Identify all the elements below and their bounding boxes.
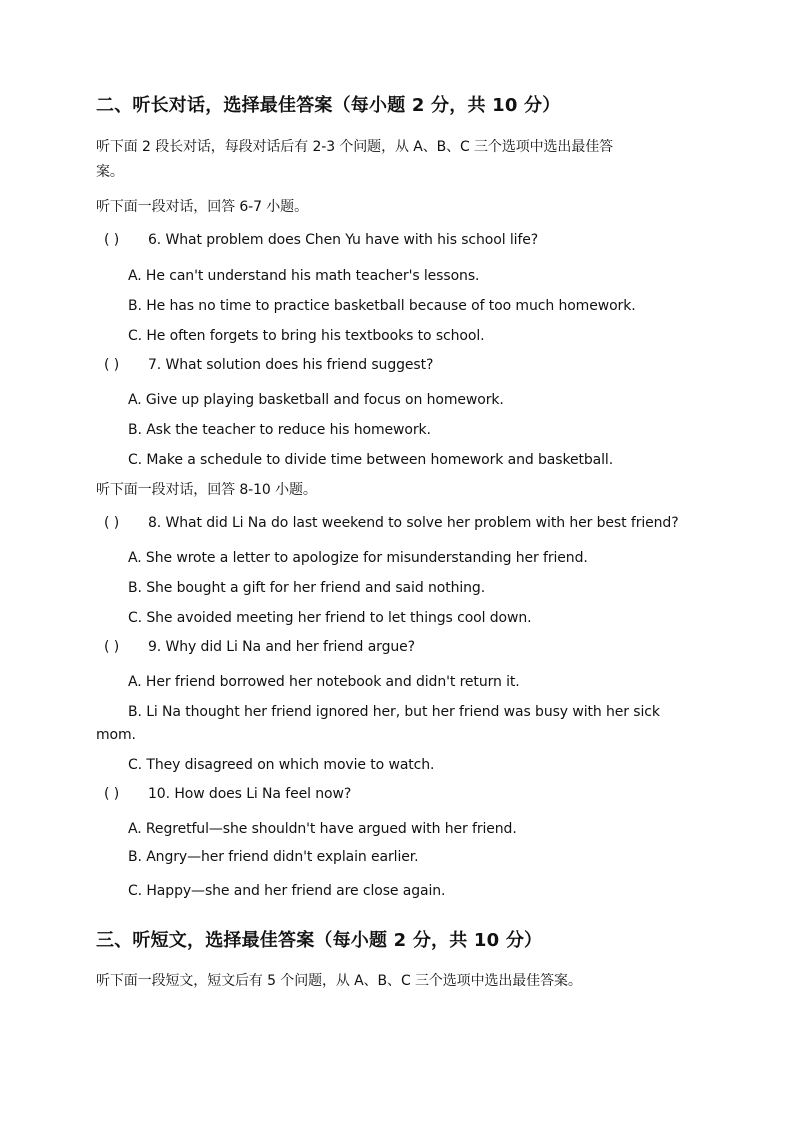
answer-blank[interactable]: ( ) (104, 639, 120, 655)
option-8c: C. She avoided meeting her friend to let things cool down. (128, 610, 532, 626)
option-9a: A. Her friend borrowed her notebook and didn't return it. (128, 674, 520, 690)
question-text: 10. How does Li Na feel now? (148, 786, 352, 802)
section-2-instructions-cont: 案。 (96, 164, 124, 180)
answer-blank[interactable]: ( ) (104, 357, 120, 373)
question-6 (104, 230, 538, 250)
option-6a: A. He can't understand his math teacher's lessons. (128, 268, 480, 284)
section-2-heading: 二、听长对话，选择最佳答案（每小题 2 分，共 10 分） (96, 95, 561, 116)
option-9b-cont: mom. (96, 727, 136, 743)
option-7b: B. Ask the teacher to reduce his homework. (128, 422, 431, 438)
question-10 (104, 784, 351, 804)
option-10b: B. Angry—her friend didn't explain earlier. (128, 849, 419, 865)
dialog-2-intro: 听下面一段对话，回答 8-10 小题。 (96, 482, 317, 498)
option-9b: B. Li Na thought her friend ignored her, but her friend was busy with her sick (128, 704, 660, 720)
question-text: 8. What did Li Na do last weekend to solve her problem with her best friend? (148, 515, 679, 531)
section-3-heading: 三、听短文，选择最佳答案（每小题 2 分，共 10 分） (96, 930, 543, 951)
question-text: 7. What solution does his friend suggest? (148, 357, 434, 373)
option-7c: C. Make a schedule to divide time between homework and basketball. (128, 452, 614, 468)
option-7a: A. Give up playing basketball and focus on homework. (128, 392, 504, 408)
question-9 (104, 637, 415, 657)
answer-blank[interactable]: ( ) (104, 515, 120, 531)
dialog-1-intro: 听下面一段对话，回答 6-7 小题。 (96, 199, 308, 215)
question-7 (104, 355, 433, 375)
option-9c: C. They disagreed on which movie to watch. (128, 757, 435, 773)
question-text: 6. What problem does Chen Yu have with his school life? (148, 232, 539, 248)
section-3-instructions: 听下面一段短文，短文后有 5 个问题，从 A、B、C 三个选项中选出最佳答案。 (96, 973, 582, 989)
option-10a: A. Regretful—she shouldn't have argued with her friend. (128, 821, 517, 837)
question-8 (104, 513, 679, 533)
option-6c: C. He often forgets to bring his textbooks to school. (128, 328, 485, 344)
question-text: 9. Why did Li Na and her friend argue? (148, 639, 415, 655)
section-2-instructions: 听下面 2 段长对话，每段对话后有 2-3 个问题，从 A、B、C 三个选项中选出最佳答 (96, 139, 614, 155)
option-6b: B. He has no time to practice basketball because of too much homework. (128, 298, 636, 314)
option-8b: B. She bought a gift for her friend and said nothing. (128, 580, 486, 596)
option-8a: A. She wrote a letter to apologize for misunderstanding her friend. (128, 550, 588, 566)
answer-blank[interactable]: ( ) (104, 232, 120, 248)
option-10c: C. Happy—she and her friend are close again. (128, 883, 446, 899)
answer-blank[interactable]: ( ) (104, 786, 120, 802)
